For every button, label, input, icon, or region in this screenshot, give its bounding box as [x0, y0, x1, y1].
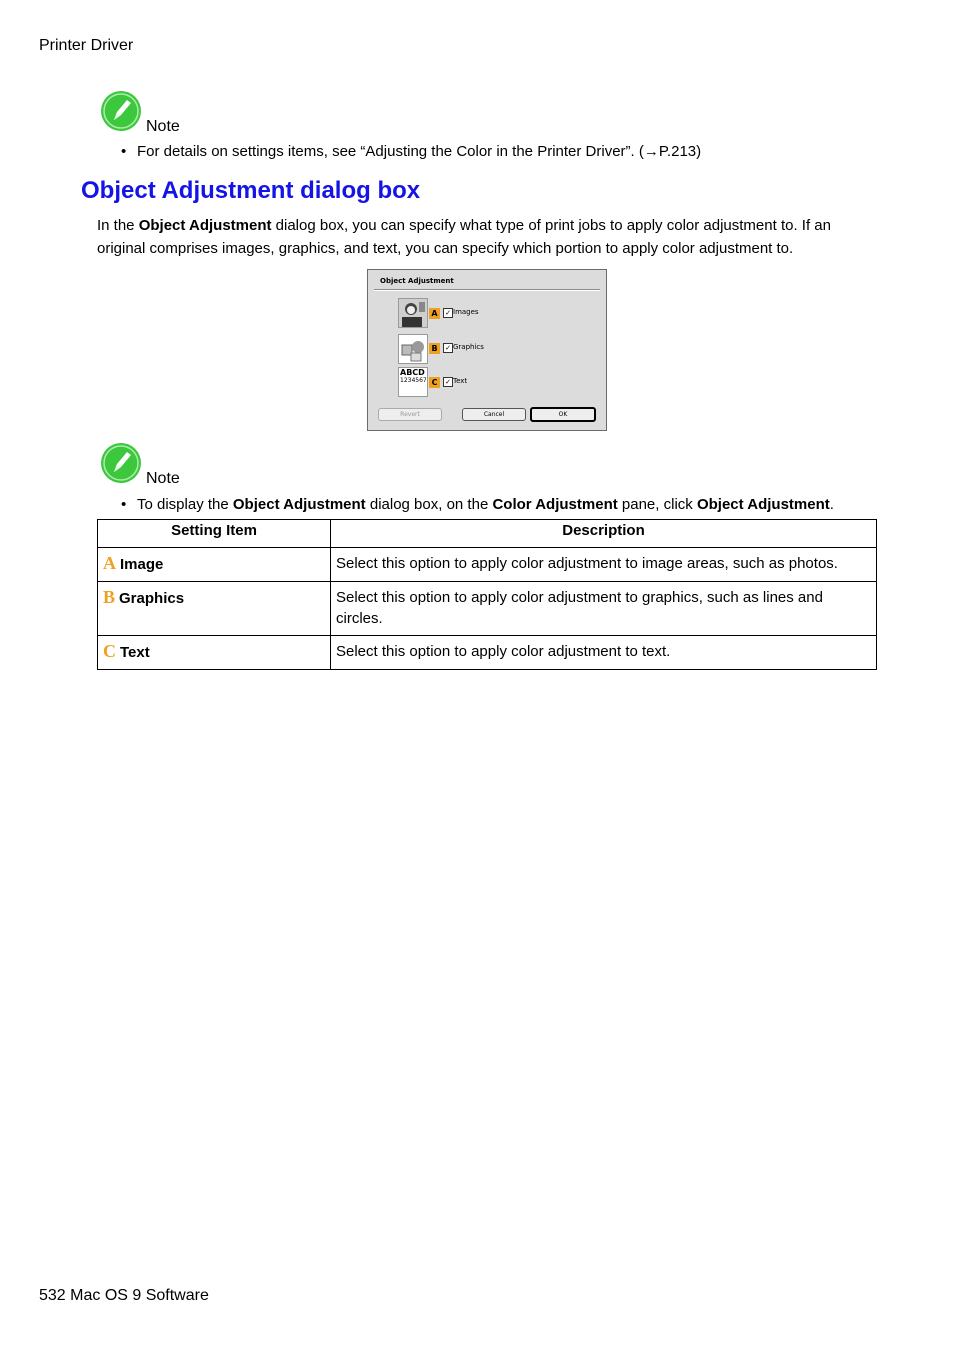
- text-thumb-line1: ABCD: [400, 368, 425, 377]
- dialog-title: Object Adjustment: [380, 277, 454, 285]
- description-cell: Select this option to apply color adjustment to image areas, such as photos.: [331, 548, 877, 582]
- note-bullet: • To display the Object Adjustment dialog box, on the Color Adjustment pane, click Object Adjustment.: [121, 496, 834, 513]
- table-row: [98, 548, 877, 582]
- object-adjustment-dialog: [367, 269, 607, 431]
- header-description: Description: [331, 520, 877, 548]
- header-setting-item: Setting Item: [98, 520, 331, 548]
- text-option-label: Text: [453, 377, 468, 385]
- item-name: Image: [120, 556, 164, 573]
- dialog-divider: [374, 289, 600, 291]
- page-footer: 532 Mac OS 9 Software: [39, 1287, 209, 1304]
- images-thumbnail: [398, 298, 428, 328]
- note-pencil-icon: [100, 90, 142, 137]
- item-letter: A: [103, 553, 116, 573]
- item-name: Graphics: [119, 590, 185, 607]
- setting-item-cell: [98, 548, 331, 582]
- note-label: Note: [146, 118, 180, 135]
- note-bullet: • For details on settings items, see “Adjusting the Color in the Printer Driver”. (→P.213): [121, 143, 702, 160]
- images-checkbox[interactable]: ✓: [443, 308, 453, 318]
- badge-b: B: [429, 343, 440, 354]
- note-label: Note: [146, 470, 180, 487]
- cancel-button[interactable]: Cancel: [462, 408, 526, 421]
- ok-button[interactable]: OK: [530, 407, 596, 422]
- section-title: Object Adjustment dialog box: [81, 177, 421, 204]
- revert-button[interactable]: Revert: [378, 408, 442, 421]
- setting-item-cell: [98, 636, 331, 670]
- text-thumb-line2: 1234567: [400, 377, 427, 384]
- text-thumbnail: [398, 367, 428, 397]
- text-checkbox[interactable]: ✓: [443, 377, 453, 387]
- page-header: Printer Driver: [39, 37, 134, 54]
- item-letter: B: [103, 587, 116, 607]
- item-name: Text: [120, 644, 150, 661]
- settings-table: [97, 519, 877, 670]
- description-cell: Select this option to apply color adjustment to text.: [331, 636, 877, 670]
- note-bullet-text: For details on settings items, see “Adjusting the Color in the Printer Driver”. (→P.213): [137, 143, 702, 160]
- badge-a: A: [429, 308, 440, 319]
- badge-c: C: [429, 377, 440, 388]
- table-row: [98, 582, 877, 636]
- table-header-row: [98, 520, 877, 548]
- description-cell: Select this option to apply color adjustment to graphics, such as lines and circles.: [331, 582, 877, 636]
- item-letter: C: [103, 641, 116, 661]
- intro-paragraph: In the Object Adjustment dialog box, you can specify what type of print jobs to apply color adjustment to. If an original comprises images, graphics, and text, you can specify which portion to apply color adjustment to.: [97, 217, 831, 257]
- note-pencil-icon: [100, 442, 142, 489]
- images-option-label: Images: [453, 308, 479, 316]
- graphics-checkbox[interactable]: ✓: [443, 343, 453, 353]
- graphics-thumbnail: [398, 334, 428, 364]
- setting-item-cell: [98, 582, 331, 636]
- graphics-option-label: Graphics: [453, 343, 484, 351]
- table-row: [98, 636, 877, 670]
